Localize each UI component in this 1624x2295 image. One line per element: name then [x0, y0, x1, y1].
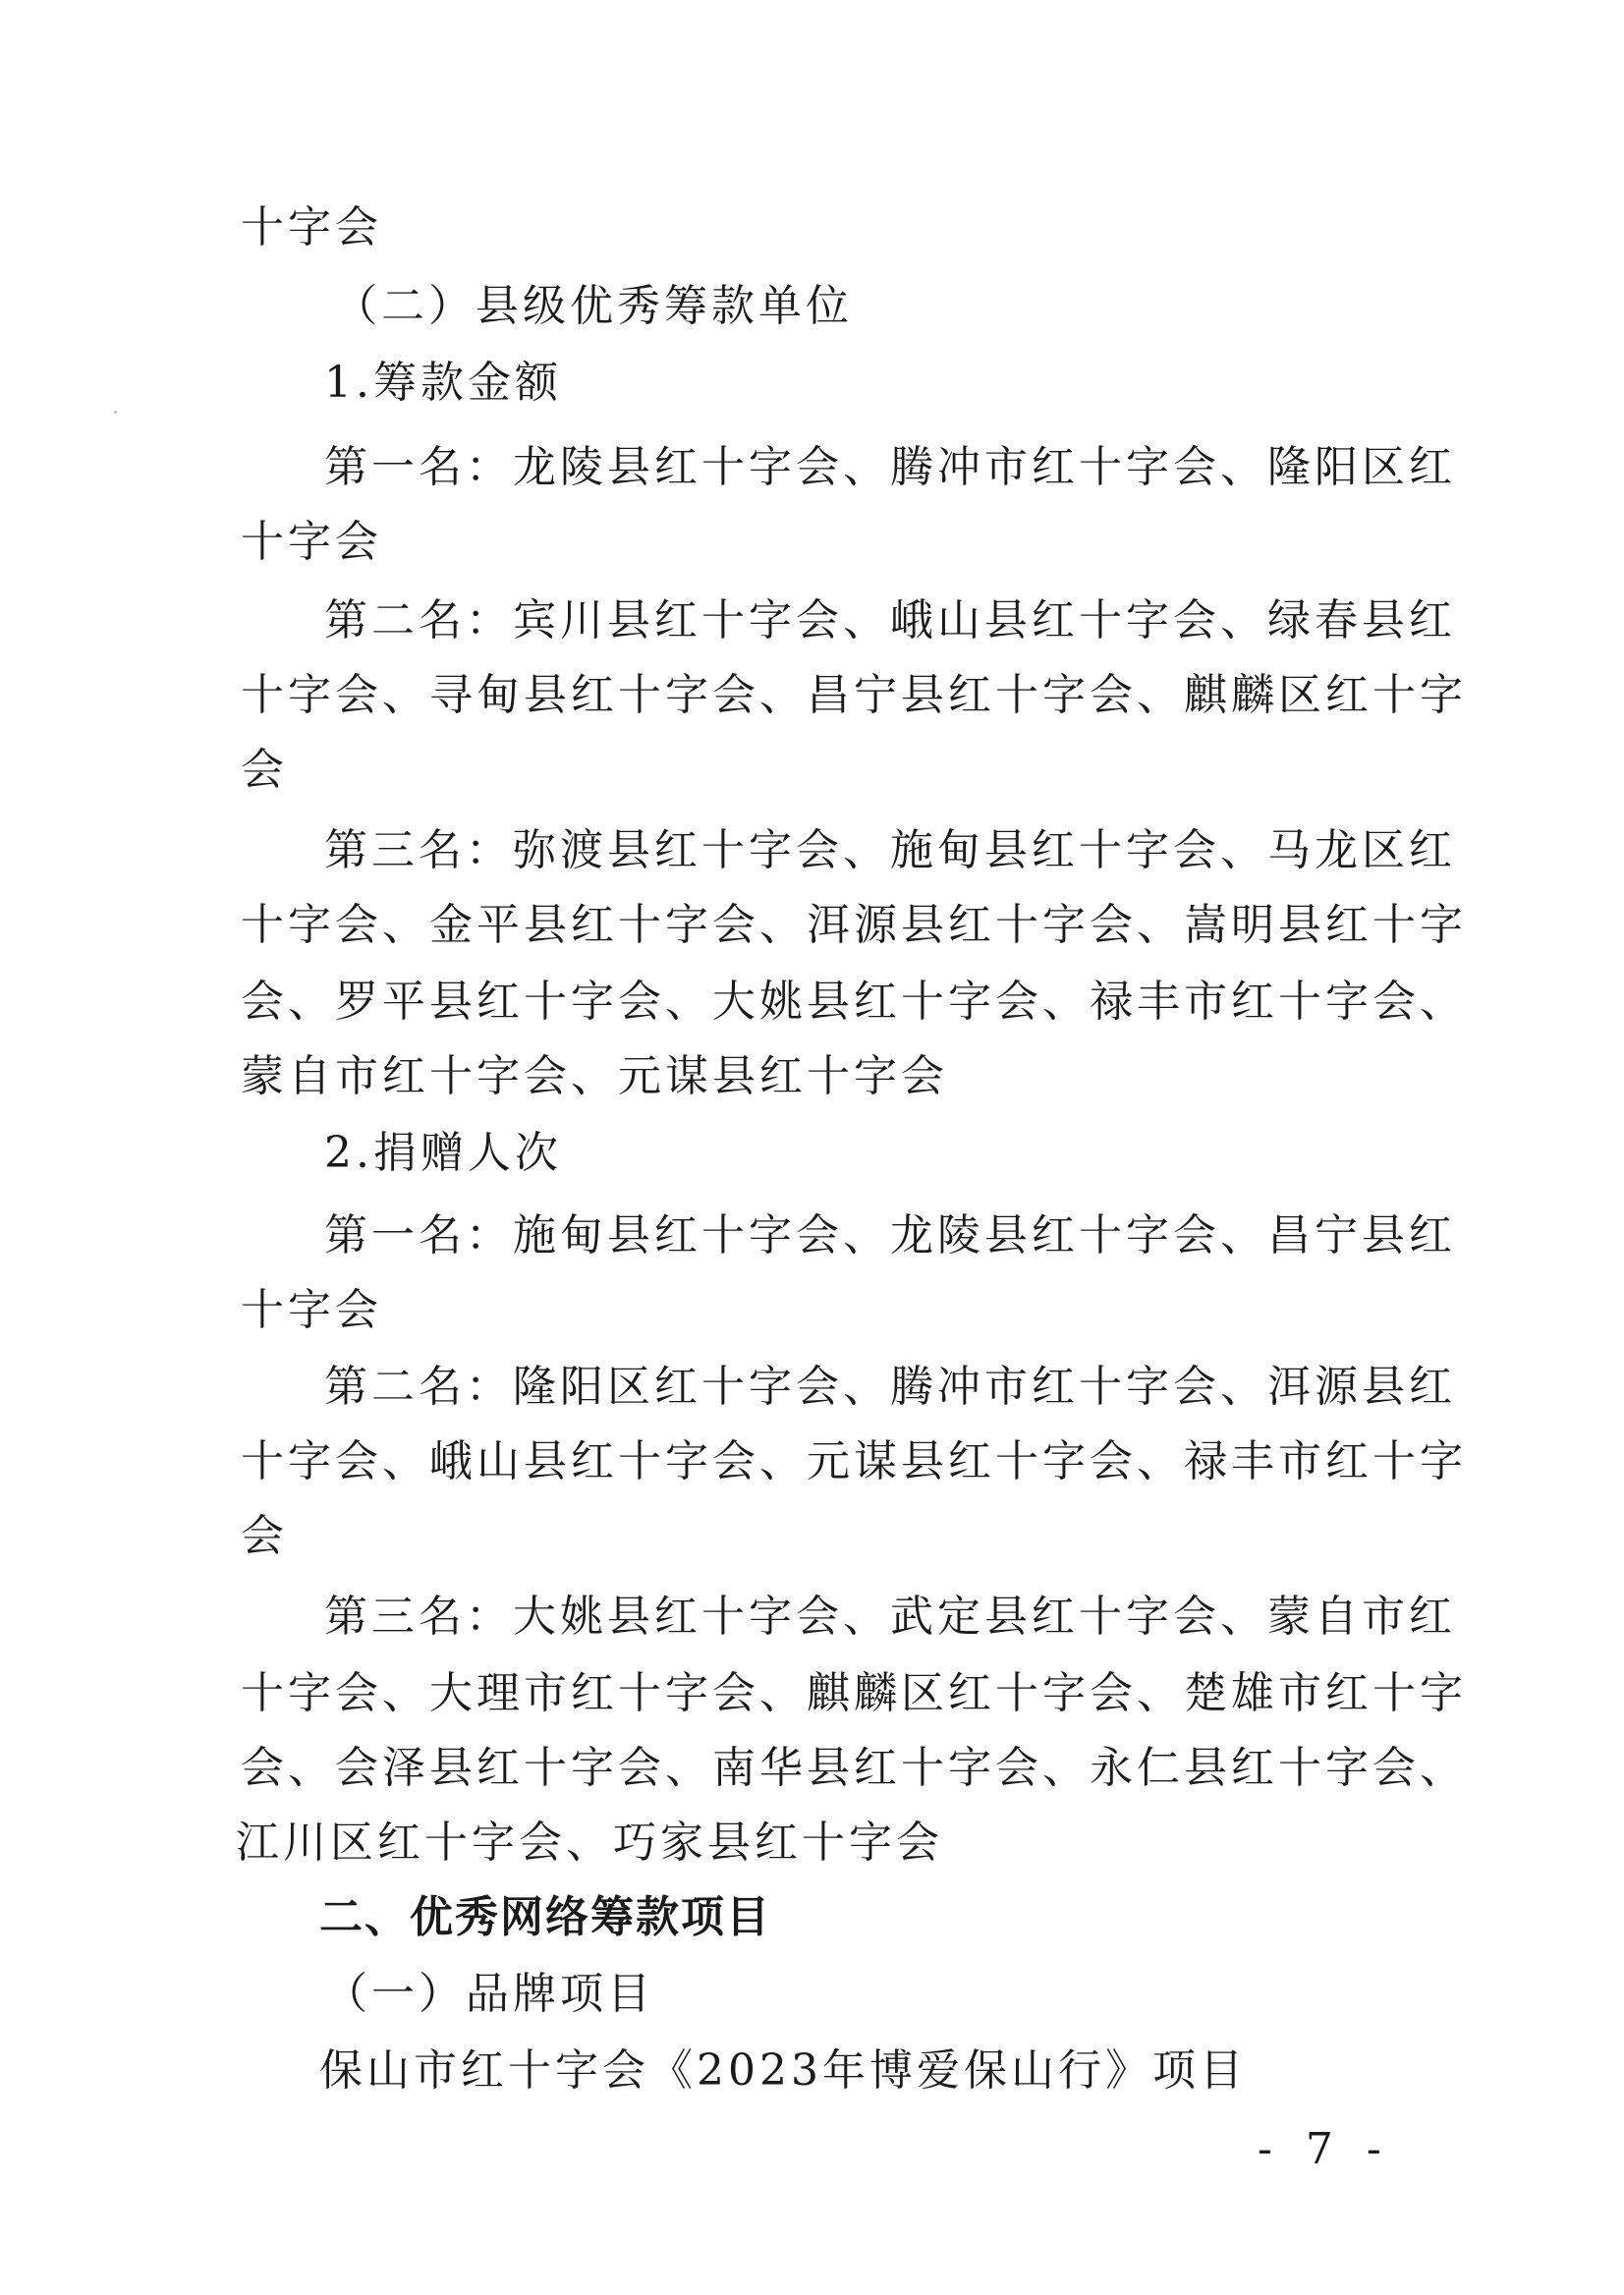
text-line: 第三名：大姚县红十字会、武定县红十字会、蒙自市红 [324, 1592, 1456, 1642]
text-line: 江川区红十字会、巧家县红十字会 [236, 1818, 943, 1868]
text-line: 第二名：宾川县红十字会、峨山县红十字会、绿春县红 [324, 595, 1456, 645]
text-line: 蒙自市红十字会、元谋县红十字会 [241, 1051, 948, 1101]
text-line: 十字会 [241, 517, 382, 567]
text-line: 第二名：隆阳区红十字会、腾冲市红十字会、洱源县红 [324, 1362, 1456, 1412]
text-line: 十字会、大理市红十字会、麒麟区红十字会、楚雄市红十字 [241, 1668, 1467, 1718]
subsection-item-title: 1.筹款金额 [324, 358, 562, 408]
text-line: 第一名：龙陵县红十字会、腾冲市红十字会、隆阳区红 [324, 442, 1456, 492]
text-line: 会、会泽县红十字会、南华县红十字会、永仁县红十字会、 [241, 1743, 1467, 1793]
section-heading: 二、优秀网络筹款项目 [319, 1892, 771, 1942]
text-line: 十字会、寻甸县红十字会、昌宁县红十字会、麒麟区红十字 [241, 670, 1467, 720]
scan-speck [114, 411, 117, 414]
page-number: - 7 - [1258, 2124, 1391, 2174]
subsection-heading: （一）品牌项目 [324, 1969, 654, 2019]
text-line: 十字会、峨山县红十字会、元谋县红十字会、禄丰市红十字 [241, 1436, 1467, 1486]
subsection-item-title: 2.捐赠人次 [324, 1128, 562, 1178]
text-line: 会、罗平县红十字会、大姚县红十字会、禄丰市红十字会、 [241, 977, 1467, 1027]
text-line: 第三名：弥渡县红十字会、施甸县红十字会、马龙区红 [324, 825, 1456, 875]
subsection-heading: （二）县级优秀筹款单位 [334, 281, 853, 331]
text-line: 第一名：施甸县红十字会、龙陵县红十字会、昌宁县红 [324, 1210, 1456, 1260]
text-line: 会 [241, 1511, 288, 1561]
text-line: 十字会 [241, 202, 382, 252]
text-line: 保山市红十字会《2023年博爱保山行》项目 [319, 2045, 1247, 2096]
text-line: 十字会、金平县红十字会、洱源县红十字会、嵩明县红十字 [241, 900, 1467, 950]
text-line: 十字会 [241, 1285, 382, 1335]
text-line: 会 [241, 745, 288, 795]
